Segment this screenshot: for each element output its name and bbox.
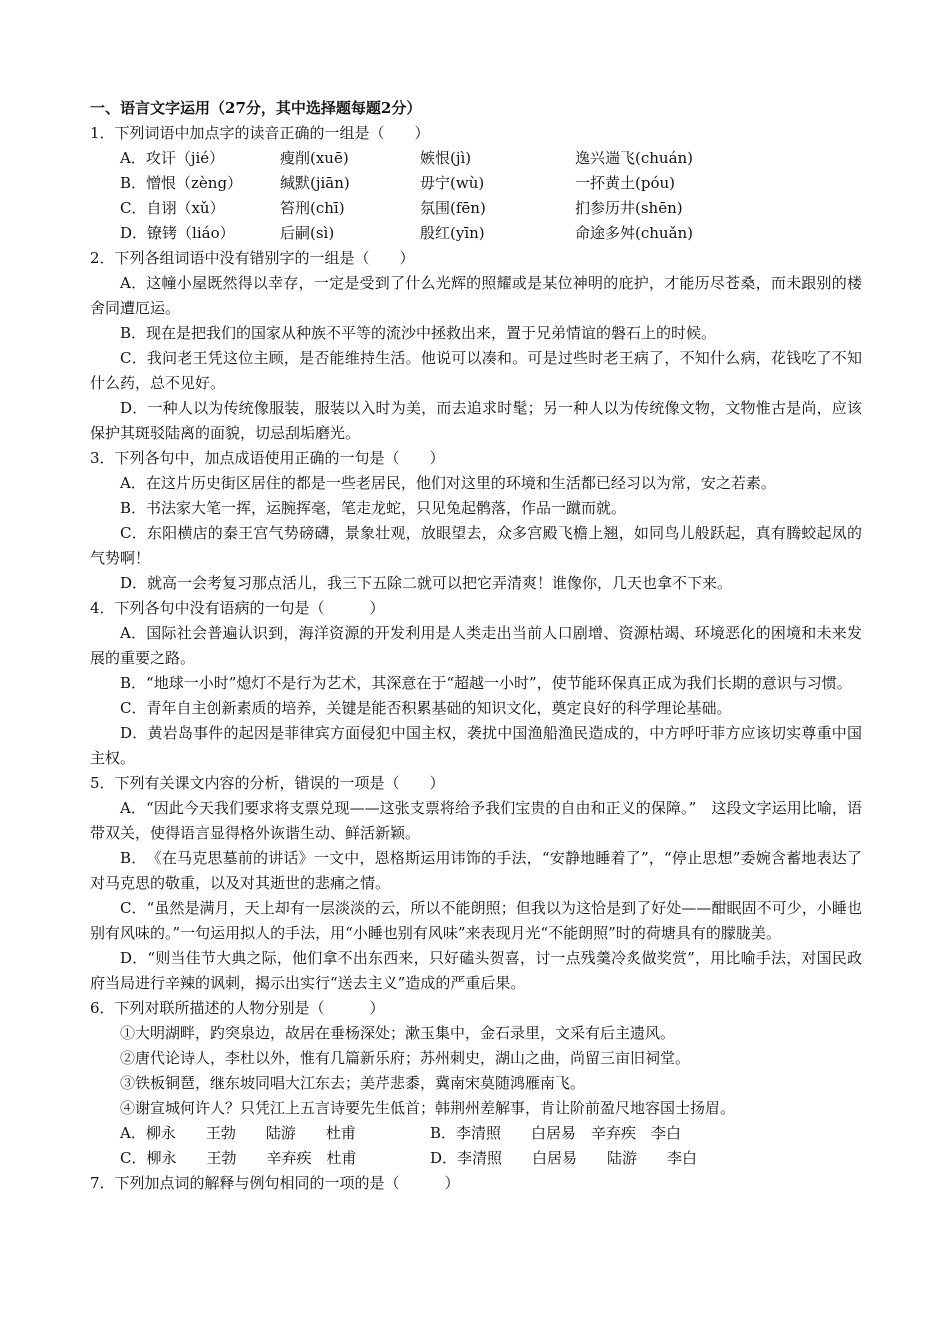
q7-stem: 7．下列加点词的解释与例句相同的一项的是（ ）	[90, 1174, 460, 1192]
q5-option-b: B． 《在马克思墓前的讲话》一文中，恩格斯运用讳饰的手法，“安静地睡着了”，“停止思想”委婉含蓄地表达了对马克思的敬重，以及对其逝世的悲痛之情。	[90, 849, 862, 892]
q1-b-4: 一抔黄土(póu)	[575, 174, 675, 192]
q6-stem: 6．下列对联所描述的人物分别是（ ）	[90, 999, 385, 1017]
q1-b-1: B．憎恨（zèng）	[120, 174, 243, 192]
q4-option-d: D．黄岩岛事件的起因是菲律宾方面侵犯中国主权，袭扰中国渔船渔民造成的，中方呼吁菲方应该切实尊重中国主权。	[90, 724, 862, 767]
q1-d-3: 殷红(yīn)	[420, 224, 485, 242]
q6-couplet-2: ②唐代论诗人，李杜以外，惟有几篇新乐府；苏州刺史，湖山之曲，尚留三亩旧祠堂。	[120, 1049, 691, 1067]
q4-option-a: A．国际社会普遍认识到，海洋资源的开发利用是人类走出当前人口剧增、资源枯竭、环境恶化的困境和未来发展的重要之路。	[90, 624, 862, 667]
q1-stem: 1．下列词语中加点字的读音正确的一组是（ ）	[90, 124, 430, 142]
q3-option-b: B．书法家大笔一挥，运腕挥毫，笔走龙蛇，只见兔起鹘落，作品一蹴而就。	[120, 499, 627, 517]
q1-c-3: 氛围(fēn)	[420, 199, 486, 217]
q2-option-d: D．一种人以为传统像服装，服装以入时为美，而去追求时髦；另一种人以为传统像文物，文物惟古是尚，应该保护其斑驳陆离的面貌，切忌刮垢磨光。	[90, 399, 862, 442]
q6-options-cd	[90, 1146, 862, 1171]
section-title: 一、语言文字运用（27分，其中选择题每题2分）	[90, 99, 422, 117]
q1-option-c	[90, 196, 862, 221]
q1-a-2: 瘦削(xuē)	[280, 149, 349, 167]
q1-a-3: 嫉恨(jì)	[420, 149, 472, 167]
q2-option-b: B．现在是把我们的国家从种族不平等的流沙中拯救出来，置于兄弟情谊的磐石上的时候。	[120, 324, 717, 342]
exam-content	[90, 96, 862, 1196]
q6-option-a: A．柳永 王勃 陆游 杜甫	[120, 1124, 356, 1142]
q1-a-4: 逸兴遄飞(chuán)	[575, 149, 694, 167]
q1-c-4: 扪参历井(shēn)	[575, 199, 683, 217]
q1-b-3: 毋宁(wù)	[420, 174, 485, 192]
q3-option-a: A．在这片历史街区居住的都是一些老居民，他们对这里的环境和生活都已经习以为常，安之若素。	[120, 474, 776, 492]
q6-options-ab	[90, 1121, 862, 1146]
q5-option-a: A．“因此今天我们要求将支票兑现——这张支票将给予我们宝贵的自由和正义的保障。” 这段文字运用比喻，语带双关，使得语言显得格外诙谐生动、鲜活新颖。	[90, 799, 862, 842]
q6-couplet-3: ③铁板铜琶，继东坡同唱大江东去；美芹悲黍，冀南宋莫随鸿雁南飞。	[120, 1074, 586, 1092]
q4-option-b: B．“地球一小时”熄灯不是行为艺术，其深意在于“超越一小时”，使节能环保真正成为我们长期的意识与习惯。	[120, 674, 852, 692]
q4-stem: 4．下列各句中没有语病的一句是（ ）	[90, 599, 385, 617]
q5-stem: 5．下列有关课文内容的分析，错误的一项是（ ）	[90, 774, 445, 792]
q6-option-d: D．李清照 白居易 陆游 李白	[430, 1149, 698, 1167]
q2-option-a: A．这幢小屋既然得以幸存，一定是受到了什么光辉的照耀或是某位神明的庇护，才能历尽苍桑，而未跟别的楼舍同遭厄运。	[90, 274, 862, 317]
q1-d-1: D．镣铐（liáo）	[120, 224, 235, 242]
q1-option-b	[90, 171, 862, 196]
q5-option-c: C．“虽然是满月，天上却有一层淡淡的云，所以不能朗照；但我以为这恰是到了好处——酣眠固不可少，小睡也别有风味的。”一句运用拟人的手法，用“小睡也别有风味”来表现月光“不能朗照”时的荷塘具有的朦胧美。	[90, 899, 862, 942]
q5-option-d: D．“则当佳节大典之际，他们拿不出东西来，只好磕头贺喜，讨一点残羹冷炙做奖赏”，用比喻手法，对国民政府当局进行辛辣的讽刺，揭示出实行“送去主义”造成的严重后果。	[90, 949, 862, 992]
q1-c-1: C．自诩（xǔ）	[120, 199, 225, 217]
q6-couplet-4: ④谢宣城何许人？只凭江上五言诗要先生低首；韩荆州差解事，肯让阶前盈尺地容国士扬眉。	[120, 1099, 736, 1117]
q6-couplet-1: ①大明湖畔，趵突泉边，故居在垂杨深处；漱玉集中，金石录里，文采有后主遗风。	[120, 1024, 676, 1042]
q1-option-a	[90, 146, 862, 171]
q1-c-2: 笞刑(chī)	[280, 199, 345, 217]
q3-option-c: C．东阳横店的秦王宫气势磅礴，景象壮观，放眼望去，众多宫殿飞檐上翘，如同鸟儿般跃起，真有腾蛟起凤的气势啊！	[90, 524, 862, 567]
q1-b-2: 缄默(jiān)	[280, 174, 350, 192]
q4-option-c: C．青年自主创新素质的培养，关键是能否积累基础的知识文化，奠定良好的科学理论基础。	[120, 699, 732, 717]
q6-option-c: C．柳永 王勃 辛弃疾 杜甫	[120, 1149, 357, 1167]
q1-d-2: 后嗣(sì)	[280, 224, 335, 242]
q3-option-d: D．就高一会考复习那点活儿，我三下五除二就可以把它弄清爽！谁像你，几天也拿不下来。	[120, 574, 733, 592]
q1-option-d	[90, 221, 862, 246]
q1-a-1: A．攻讦（jié）	[120, 149, 225, 167]
q2-option-c: C．我问老王凭这位主顾，是否能维持生活。他说可以凑和。可是过些时老王病了，不知什么病，花钱吃了不知什么药，总不见好。	[90, 349, 862, 392]
q3-stem: 3．下列各句中，加点成语使用正确的一句是（ ）	[90, 449, 445, 467]
q6-option-b: B．李清照 白居易 辛弃疾 李白	[430, 1124, 682, 1142]
q1-d-4: 命途多舛(chuǎn)	[575, 224, 694, 242]
q2-stem: 2．下列各组词语中没有错别字的一组是（ ）	[90, 249, 415, 267]
